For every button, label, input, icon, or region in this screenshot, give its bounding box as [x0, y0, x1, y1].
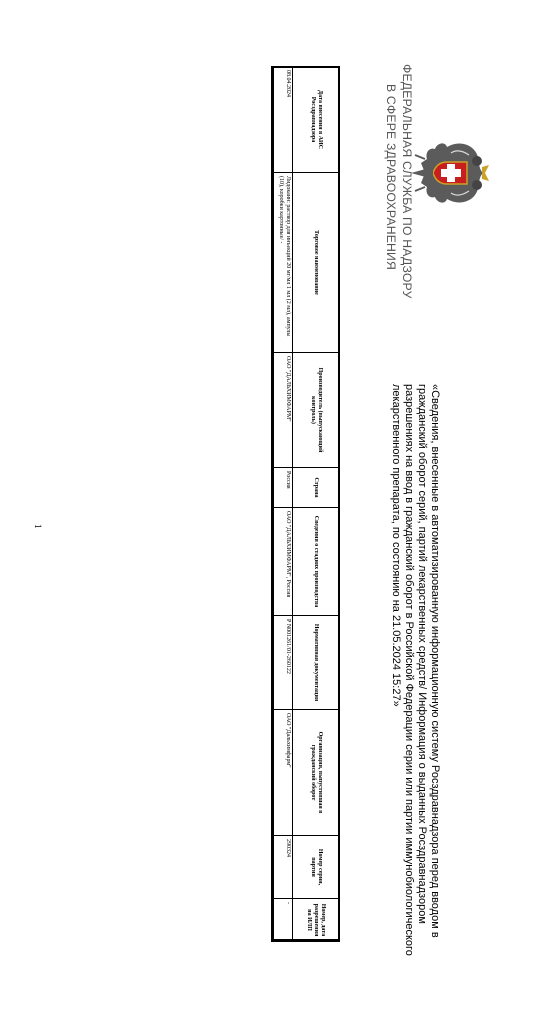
page-number: 1: [33, 524, 43, 529]
document-title: «Сведения, внесенные в автоматизированную информационную систему Росздравнадзора перед вводом в гражданский оборот серий, партий лекарственных средств/ Информация о выданных Росздравнадзором разрешениях на ввод в гражданский оборот в Российской Федерации серии или партии иммунобиологического лекарственного препарата, по состоянию на 21.05.2024 15:27»: [390, 384, 441, 956]
cell-stages: ОАО "ДАЛЬХИМФАРМ", Россия: [272, 508, 293, 616]
header-stages: Сведения о стадиях производства: [293, 508, 340, 616]
cell-trade-name: Лидокаин: раствор для инъекций 20 мг/мл 1 мл (2 мл), ампулы (10), коробки картонные/ -: [272, 173, 293, 353]
header-normdoc: Нормативная документация: [293, 616, 340, 710]
table-header-row: [293, 67, 340, 942]
cell-series: 290324: [272, 836, 293, 899]
table-row: [272, 67, 293, 942]
agency-name: [383, 64, 415, 304]
cell-permit: -: [272, 899, 293, 942]
cell-normdoc: Р N001261/01-260122: [272, 616, 293, 710]
double-headed-eagle-emblem-icon: [405, 137, 491, 209]
header-date: Дата внесения в АИС Росздравнадзора: [293, 67, 340, 173]
agency-name-line2: В СФЕРЕ ЗДРАВООХРАНЕНИЯ: [384, 84, 398, 271]
cell-country: Россия: [272, 468, 293, 508]
agency-name-line1: ФЕДЕРАЛЬНАЯ СЛУЖБА ПО НАДЗОРУ: [400, 64, 414, 299]
header-permit: Номер, дата разрешения на ИЛП: [293, 899, 340, 942]
header-country: Страна: [293, 468, 340, 508]
header-series: Номер серии, партии: [293, 836, 340, 899]
cell-date: 08.04.2024: [272, 67, 293, 173]
cell-organization: ОАО "Дальхимфарм": [272, 710, 293, 836]
header-organization: Организация, выпустившая в гражданский оборот: [293, 710, 340, 836]
releases-table: [271, 66, 340, 942]
header-manufacturer: Производитель (выпускающий контроль): [293, 353, 340, 468]
cell-manufacturer: ОАО "ДАЛЬХИМФАРМ": [272, 353, 293, 468]
header-trade-name: Торговое наименование: [293, 173, 340, 353]
